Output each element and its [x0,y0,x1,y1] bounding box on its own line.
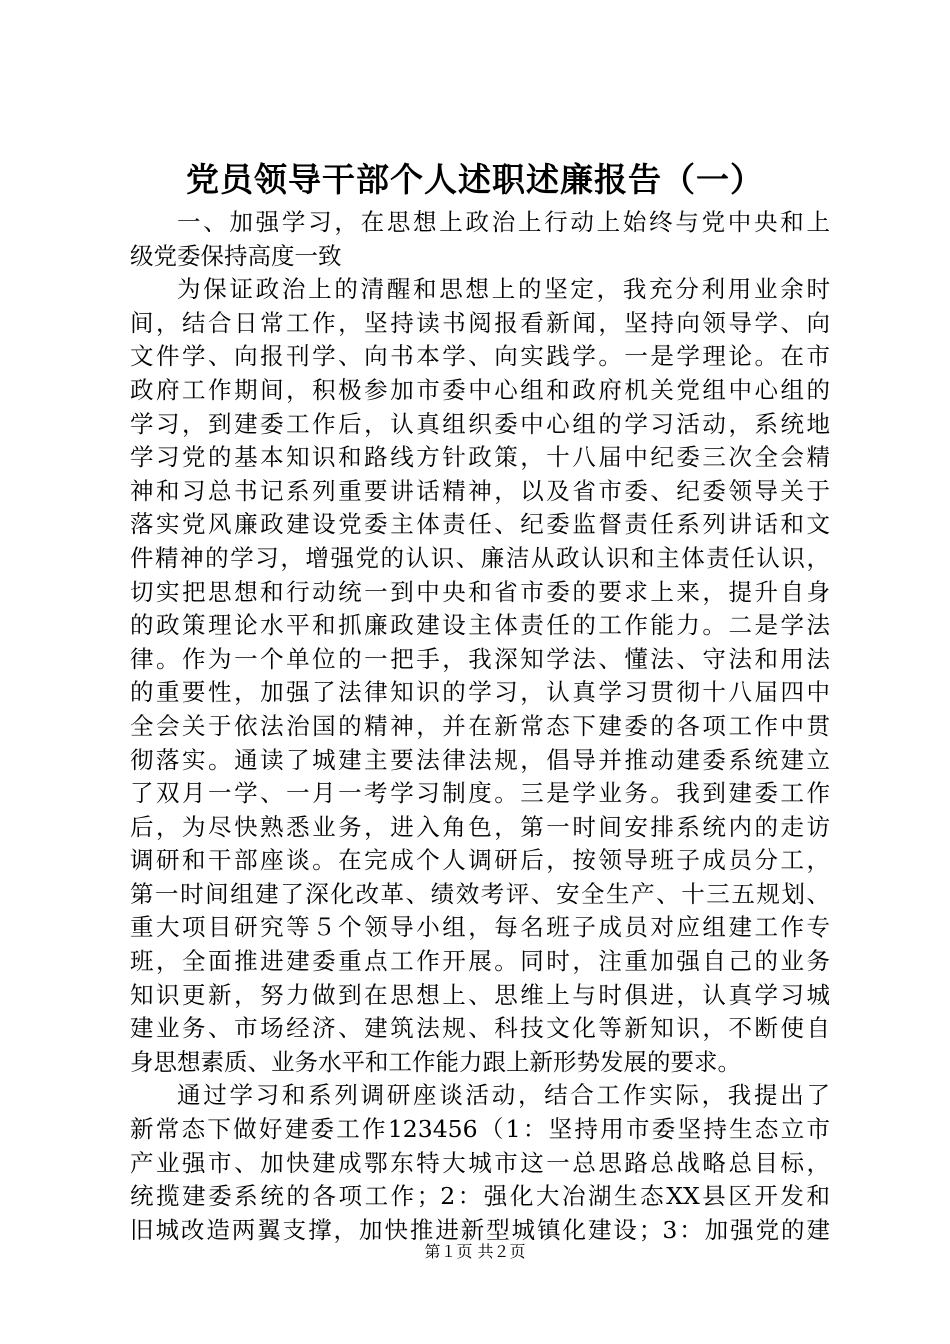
paragraph-line: 全会关于依法治国的精神，并在新常态下建委的各项工作中贯 [130,711,830,740]
paragraph-line: 件精神的学习，增强党的认识、廉洁从政认识和主体责任认识， [130,543,830,572]
paragraph-line: 后，为尽快熟悉业务，进入角色，第一时间安排系统内的走访 [130,812,830,841]
paragraph-line: 建业务、市场经济、建筑法规、科技文化等新知识，不断使自 [130,1014,830,1043]
paragraph-line: 学习，到建委工作后，认真组织委中心组的学习活动，系统地 [130,409,830,438]
paragraph-line: 新常态下做好建委工作123456（1：坚持用市委坚持生态立市 [130,1115,830,1144]
paragraph-line: 切实把思想和行动统一到中央和省市委的要求上来，提升自身 [130,577,830,606]
paragraph-line: 产业强市、加快建成鄂东特大城市这一总思路总战略总目标， [130,1148,830,1177]
paragraph-line: 统揽建委系统的各项工作；2：强化大冶湖生态XX县区开发和 [130,1182,830,1211]
heading-line: 级党委保持高度一致 [130,241,342,270]
paragraph-line: 政府工作期间，积极参加市委中心组和政府机关党组中心组的 [130,375,830,404]
paragraph-line: 旧城改造两翼支撑，加快推进新型城镇化建设；3：加强党的建 [130,1215,830,1244]
paragraph-line: 重大项目研究等５个领导小组，每名班子成员对应组建工作专 [130,913,830,942]
paragraph-line: 了双月一学、一月一考学习制度。三是学业务。我到建委工作 [130,779,830,808]
paragraph-line: 调研和干部座谈。在完成个人调研后，按领导班子成员分工， [130,846,830,875]
paragraph-line: 文件学、向报刊学、向书本学、向实践学。一是学理论。在市 [130,342,830,371]
paragraph-line: 通过学习和系列调研座谈活动，结合工作实际，我提出了 [177,1081,830,1110]
paragraph-line: 第一时间组建了深化改革、绩效考评、安全生产、十三五规划、 [130,879,830,908]
paragraph-line: 的政策理论水平和抓廉政建设主体责任的工作能力。二是学法 [130,611,830,640]
paragraph-line: 神和习总书记系列重要讲话精神，以及省市委、纪委领导关于 [130,476,830,505]
paragraph-line: 的重要性，加强了法律知识的学习，认真学习贯彻十八届四中 [130,678,830,707]
paragraph-line: 学习党的基本知识和路线方针政策，十八届中纪委三次全会精 [130,443,830,472]
paragraph-line: 班，全面推进建委重点工作开展。同时，注重加强自己的业务 [130,947,830,976]
paragraph-line: 落实党风廉政建设党委主体责任、纪委监督责任系列讲话和文 [130,510,830,539]
heading-line: 一、加强学习，在思想上政治上行动上始终与党中央和上 [177,208,830,236]
paragraph-line: 知识更新，努力做到在思想上、思维上与时俱进，认真学习城 [130,980,830,1009]
document-body [130,206,830,1247]
page-number-footer: 第１页 共２页 [424,1242,526,1261]
paragraph-line: 间，结合日常工作，坚持读书阅报看新闻，坚持向领导学、向 [130,308,830,337]
paragraph-line: 身思想素质、业务水平和工作能力跟上新形势发展的要求。 [130,1047,741,1076]
document-title: 党员领导干部个人述职述廉报告（一） [186,160,764,199]
paragraph-line: 为保证政治上的清醒和思想上的坚定，我充分利用业余时 [177,275,830,304]
paragraph-line: 律。作为一个单位的一把手，我深知学法、懂法、守法和用法 [130,644,830,673]
paragraph-line: 彻落实。通读了城建主要法律法规，倡导并推动建委系统建立 [130,745,830,774]
